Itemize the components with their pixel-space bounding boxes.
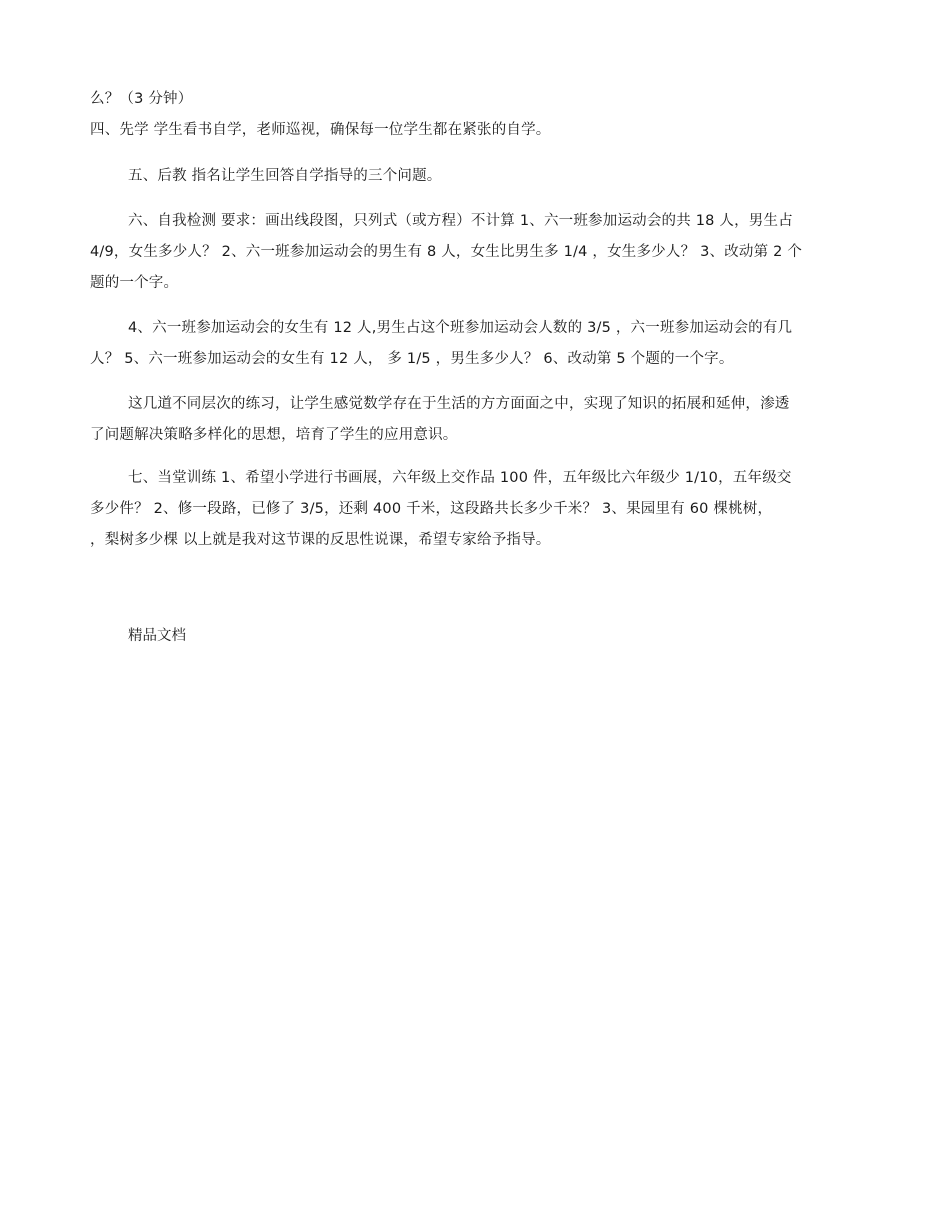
text-line: 了问题解决策略多样化的思想，培育了学生的应用意识。 (90, 427, 458, 443)
text-line: ，梨树多少棵 以上就是我对这节课的反思性说课，希望专家给予指导。 (90, 532, 551, 548)
text-line: 4/9，女生多少人？ 2、六一班参加运动会的男生有 8 人，女生比男生多 1/4 ，女生多少人？ 3、改动第 2 个 (90, 244, 803, 260)
text-line: 么？（3 分钟） (90, 91, 193, 107)
text-line: 4、六一班参加运动会的女生有 12 人,男生占这个班参加运动会人数的 3/5 ，六一班参加运动会的有几 (128, 320, 793, 336)
text-line: 题的一个字。 (90, 275, 179, 291)
text-line: 六、自我检测 要求：画出线段图，只列式（或方程）不计算 1、六一班参加运动会的共 18 人，男生占 (128, 213, 793, 229)
text-line: 人？ 5、六一班参加运动会的女生有 12 人， 多 1/5 ，男生多少人？ 6、改动第 5 个题的一个字。 (90, 351, 734, 367)
document-footer: 精品文档 (128, 628, 186, 644)
text-line: 五、后教 指名让学生回答自学指导的三个问题。 (128, 168, 442, 184)
text-line: 四、先学 学生看书自学，老师巡视，确保每一位学生都在紧张的自学。 (90, 122, 551, 138)
text-line: 多少件？ 2、修一段路，已修了 3/5，还剩 400 千米，这段路共长多少千米？ 3、果园里有 60 棵桃树， (90, 501, 773, 517)
text-line: 这几道不同层次的练习，让学生感觉数学存在于生活的方方面面之中，实现了知识的拓展和延伸，渗透 (128, 396, 790, 412)
text-line: 七、当堂训练 1、希望小学进行书画展，六年级上交作品 100 件，五年级比六年级少 1/10，五年级交 (128, 470, 792, 486)
